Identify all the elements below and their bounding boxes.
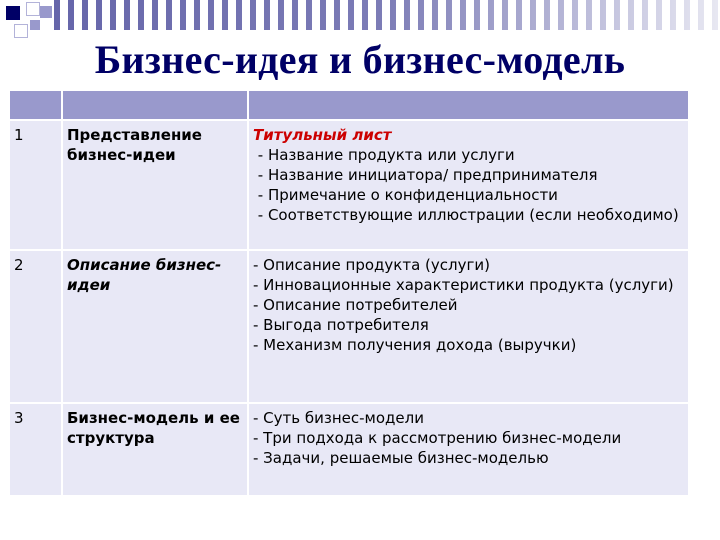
section-title: Представление бизнес-идеи bbox=[62, 120, 248, 250]
content-line: - Название инициатора/ предпринимателя bbox=[253, 166, 598, 184]
content-line: - Механизм получения дохода (выручки) bbox=[253, 336, 577, 354]
table-row bbox=[9, 120, 689, 250]
content-heading: Титульный лист bbox=[253, 126, 392, 144]
content-line: - Выгода потребителя bbox=[253, 316, 429, 334]
page-title: Бизнес-идея и бизнес-модель bbox=[94, 37, 626, 82]
section-title: Бизнес-модель и ее структура bbox=[62, 403, 248, 496]
table-header-cell bbox=[62, 90, 248, 120]
row-number: 3 bbox=[9, 403, 62, 496]
content-table bbox=[8, 89, 690, 497]
decor-square bbox=[30, 20, 40, 30]
table-header-cell bbox=[9, 90, 62, 120]
content-line: - Примечание о конфиденциальности bbox=[253, 186, 558, 204]
content-line: - Название продукта или услуги bbox=[253, 146, 515, 164]
content-line: - Описание потребителей bbox=[253, 296, 458, 314]
row-number: 2 bbox=[9, 250, 62, 403]
table-row bbox=[9, 250, 689, 403]
table-header-cell bbox=[248, 90, 689, 120]
section-content bbox=[248, 250, 689, 403]
table-row bbox=[9, 403, 689, 496]
content-line: - Задачи, решаемые бизнес-моделью bbox=[253, 449, 549, 467]
decor-square bbox=[6, 6, 20, 20]
content-line: - Инновационные характеристики продукта (услуги) bbox=[253, 276, 674, 294]
section-title: Описание бизнес-идеи bbox=[62, 250, 248, 403]
section-content bbox=[248, 403, 689, 496]
row-number: 1 bbox=[9, 120, 62, 250]
table-header-row bbox=[9, 90, 689, 120]
decor-square bbox=[26, 2, 40, 16]
decor-stripe-fade bbox=[54, 0, 720, 30]
content-line: - Суть бизнес-модели bbox=[253, 409, 424, 427]
content-line: - Три подхода к рассмотрению бизнес-модели bbox=[253, 429, 622, 447]
decor-square bbox=[40, 6, 52, 18]
content-line: - Описание продукта (услуги) bbox=[253, 256, 490, 274]
section-content bbox=[248, 120, 689, 250]
content-line: - Соответствующие иллюстрации (если необходимо) bbox=[253, 206, 679, 224]
